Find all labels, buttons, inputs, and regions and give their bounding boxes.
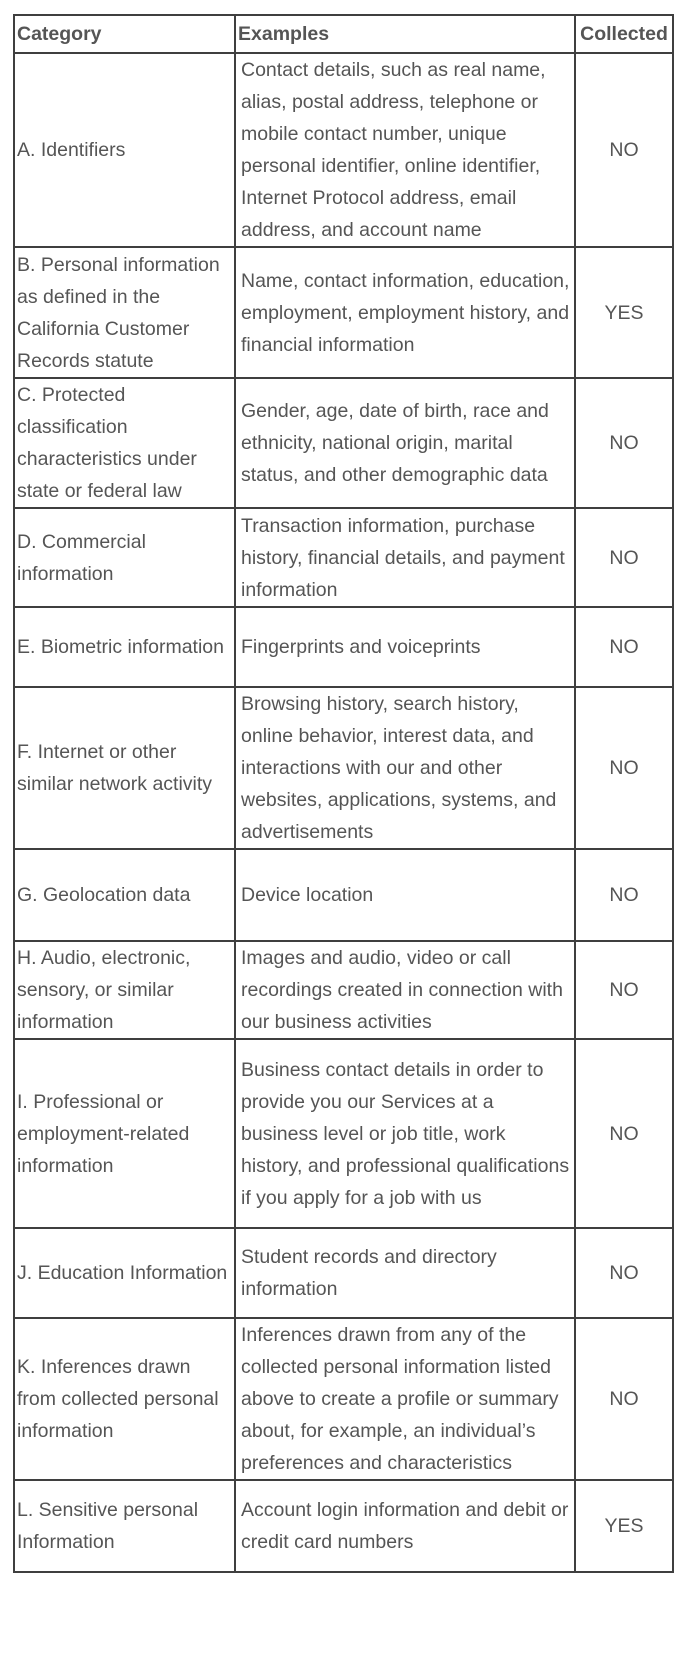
row-collected: NO xyxy=(575,1318,673,1480)
row-collected: NO xyxy=(575,1039,673,1228)
table-row xyxy=(14,247,673,378)
row-category: E. Biometric information xyxy=(14,607,235,687)
row-examples: Account login information and debit or credit card numbers xyxy=(235,1480,575,1572)
row-category: F. Internet or other similar network activity xyxy=(14,687,235,849)
row-collected: YES xyxy=(575,1480,673,1572)
row-category: L. Sensitive personal Information xyxy=(14,1480,235,1572)
row-collected: NO xyxy=(575,607,673,687)
row-collected: YES xyxy=(575,247,673,378)
row-category: K. Inferences drawn from collected personal information xyxy=(14,1318,235,1480)
table-row xyxy=(14,1228,673,1318)
row-examples: Inferences drawn from any of the collected personal information listed above to create a profile or summary about, for example, an individual’s preferences and characteristics xyxy=(235,1318,575,1480)
row-collected: NO xyxy=(575,849,673,941)
row-examples: Transaction information, purchase history, financial details, and payment information xyxy=(235,508,575,607)
data-categories-table xyxy=(13,14,674,1573)
row-examples: Business contact details in order to provide you our Services at a business level or job title, work history, and professional qualifications if you apply for a job with us xyxy=(235,1039,575,1228)
table-row xyxy=(14,1039,673,1228)
row-examples: Fingerprints and voiceprints xyxy=(235,607,575,687)
row-examples: Student records and directory information xyxy=(235,1228,575,1318)
table-row xyxy=(14,508,673,607)
row-category: B. Personal information as defined in the California Customer Records statute xyxy=(14,247,235,378)
row-examples: Gender, age, date of birth, race and ethnicity, national origin, marital status, and other demographic data xyxy=(235,378,575,508)
row-collected: NO xyxy=(575,508,673,607)
table-row xyxy=(14,1318,673,1480)
row-collected: NO xyxy=(575,941,673,1039)
table-header-row xyxy=(14,15,673,53)
table-row xyxy=(14,378,673,508)
row-examples: Browsing history, search history, online behavior, interest data, and interactions with our and other websites, applications, systems, and advertisements xyxy=(235,687,575,849)
row-category: I. Professional or employment-related information xyxy=(14,1039,235,1228)
table-row xyxy=(14,687,673,849)
row-collected: NO xyxy=(575,687,673,849)
row-category: A. Identifiers xyxy=(14,53,235,247)
table-row xyxy=(14,53,673,247)
row-category: C. Protected classification characteristics under state or federal law xyxy=(14,378,235,508)
header-collected: Collected xyxy=(575,15,673,53)
row-examples: Contact details, such as real name, alias, postal address, telephone or mobile contact number, unique personal identifier, online identifier, Internet Protocol address, email address, and account name xyxy=(235,53,575,247)
row-collected: NO xyxy=(575,378,673,508)
row-collected: NO xyxy=(575,1228,673,1318)
table-row xyxy=(14,941,673,1039)
row-category: J. Education Information xyxy=(14,1228,235,1318)
row-category: G. Geolocation data xyxy=(14,849,235,941)
header-examples: Examples xyxy=(235,15,575,53)
row-examples: Device location xyxy=(235,849,575,941)
header-category: Category xyxy=(14,15,235,53)
row-category: D. Commercial information xyxy=(14,508,235,607)
row-examples: Name, contact information, education, employment, employment history, and financial information xyxy=(235,247,575,378)
row-collected: NO xyxy=(575,53,673,247)
table-row xyxy=(14,607,673,687)
table-row xyxy=(14,849,673,941)
table-row xyxy=(14,1480,673,1572)
row-category: H. Audio, electronic, sensory, or similar information xyxy=(14,941,235,1039)
row-examples: Images and audio, video or call recordings created in connection with our business activities xyxy=(235,941,575,1039)
